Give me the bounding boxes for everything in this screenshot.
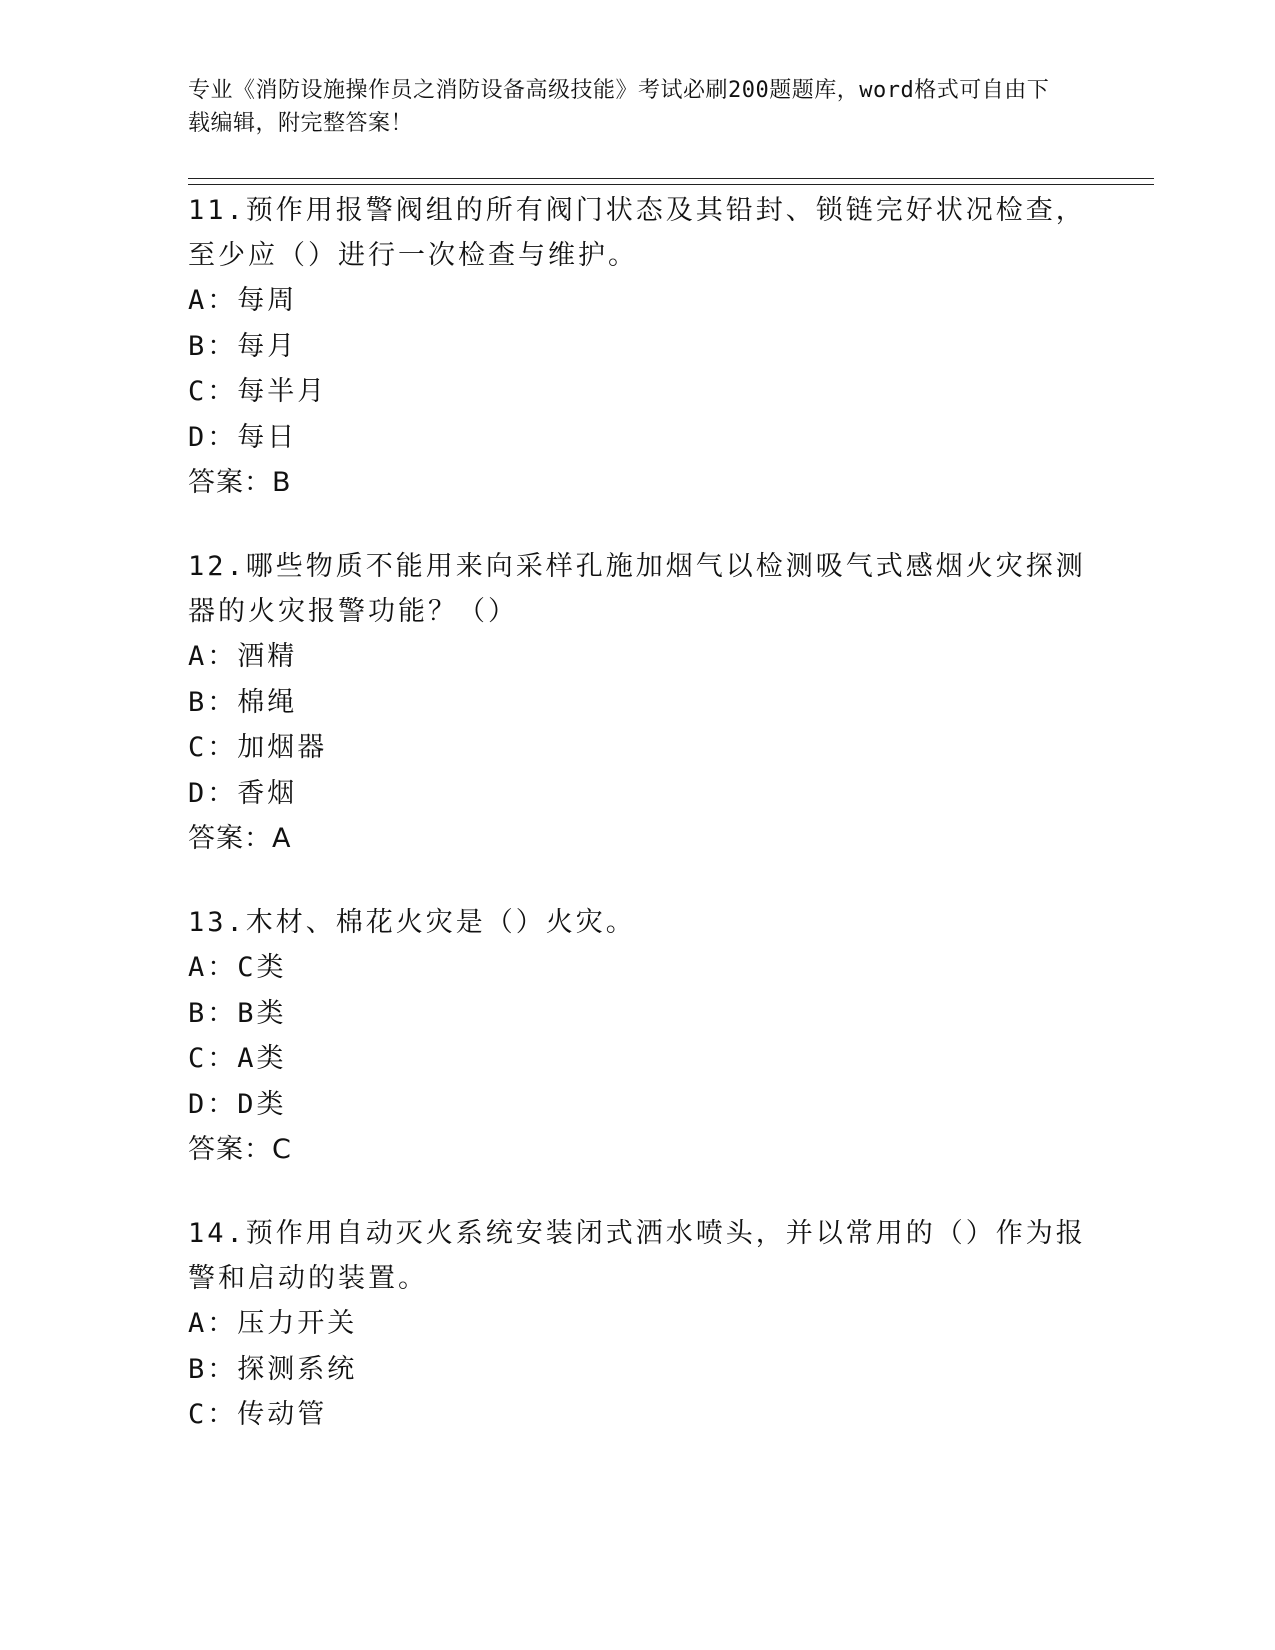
question-13 [188, 900, 1088, 1173]
answer-line: 答案：B [188, 467, 292, 498]
option-b: B：探测系统 [188, 1353, 358, 1385]
option-a: A：C类 [188, 952, 287, 983]
question-12 [188, 544, 1088, 862]
answer-line: 答案：C [188, 1134, 292, 1165]
answer-line: 答案：A [188, 823, 292, 854]
option-a: A：酒精 [188, 641, 298, 672]
document-header: 专业《消防设施操作员之消防设备高级技能》考试必刷200题题库，word格式可自由下载编辑，附完整答案！ [188, 78, 1050, 136]
option-c: C：传动管 [188, 1399, 328, 1430]
question-14 [188, 1211, 1088, 1438]
option-d: D：D类 [188, 1088, 287, 1120]
option-b: B：每月 [188, 330, 298, 362]
option-b: B：棉绳 [188, 686, 298, 718]
question-stem: 12.哪些物质不能用来向采样孔施加烟气以检测吸气式感烟火灾探测器的火灾报警功能？（） [188, 551, 1086, 627]
option-d: D：香烟 [188, 777, 298, 809]
option-a: A：每周 [188, 285, 298, 316]
option-a: A：压力开关 [188, 1308, 358, 1339]
option-c: C：每半月 [188, 376, 328, 407]
option-c: C：加烟器 [188, 732, 328, 763]
option-d: D：每日 [188, 421, 298, 453]
question-list [188, 188, 1088, 1476]
question-stem: 14.预作用自动灭火系统安装闭式洒水喷头，并以常用的（）作为报警和启动的装置。 [188, 1218, 1086, 1294]
question-11 [188, 188, 1088, 506]
question-stem: 11.预作用报警阀组的所有阀门状态及其铅封、锁链完好状况检查，至少应（）进行一次检查与维护。 [188, 195, 1086, 271]
option-b: B：B类 [188, 997, 287, 1029]
header-divider-top [188, 178, 1154, 179]
header-divider-bottom [188, 184, 1154, 185]
question-stem: 13.木材、棉花火灾是（）火灾。 [188, 907, 636, 938]
option-c: C：A类 [188, 1043, 287, 1074]
